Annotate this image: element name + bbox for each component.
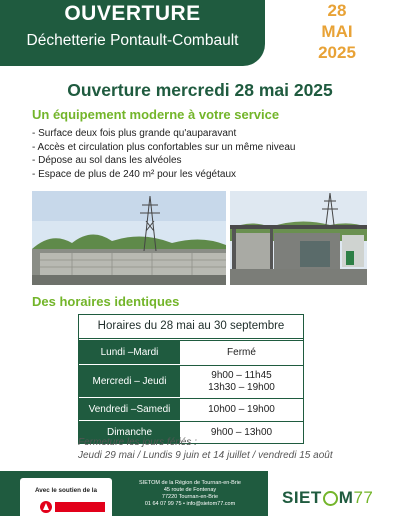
photo-sheltered-area: [230, 191, 367, 285]
sietom77-logo: [282, 488, 373, 508]
photo-concrete-walls: [32, 191, 226, 285]
recycle-ring-icon: [323, 491, 338, 506]
feature-item: - Surface deux fois plus grande qu'auparavant: [32, 128, 237, 139]
hours-time-line: 13h30 – 19h00: [208, 381, 275, 393]
holiday-closure-note: [78, 437, 333, 462]
hours-time-line: 9h00 – 13h00: [210, 426, 273, 438]
hours-row: [79, 397, 303, 420]
feature-item: - Dépose au sol dans les alvéoles: [32, 155, 182, 166]
hours-title: Des horaires identiques: [32, 294, 180, 309]
holiday-closure-title: Fermeture les jours fériés :: [78, 437, 197, 448]
hours-day: Lundi –Mardi: [79, 340, 180, 364]
feature-item: - Espace de plus de 240 m² pour les végétaux: [32, 168, 237, 180]
support-label: Avec le soutien de la: [34, 487, 98, 494]
region-ile-de-france-logo: [38, 499, 108, 515]
hours-time: [180, 398, 303, 420]
hours-row: [79, 364, 303, 397]
hours-time: [180, 365, 303, 397]
hours-day: Mercredi – Jeudi: [79, 365, 180, 397]
address-line: 01 64 07 99 75 • info@sietom77.com: [144, 501, 236, 507]
brand-number: 77: [353, 488, 374, 507]
features-title: Un équipement moderne à votre service: [32, 107, 280, 122]
hours-time-line: 9h00 – 11h45: [211, 369, 272, 381]
hours-time: [180, 340, 303, 364]
date-day: 28: [327, 1, 347, 20]
hours-row: [79, 339, 303, 364]
date-month: MAI: [321, 22, 353, 41]
hours-day: Vendredi –Samedi: [79, 398, 180, 420]
hours-time-line: Fermé: [227, 346, 256, 358]
hours-day: Dimanche: [79, 421, 180, 443]
features-list: [32, 127, 295, 181]
brand-text: SIET: [282, 488, 322, 507]
hours-table: [78, 314, 304, 444]
banner-title: OUVERTURE: [64, 2, 201, 25]
hours-table-header: Horaires du 28 mai au 30 septembre: [79, 315, 303, 339]
address-line: SIETOM de la Région de Tournan-en-Brie: [139, 480, 241, 486]
hours-time-line: 10h00 – 19h00: [208, 403, 275, 415]
title-banner: [0, 0, 265, 66]
address-line: 77220 Tournan-en-Brie: [161, 494, 219, 500]
date-year: 2025: [318, 43, 356, 62]
holiday-closure-days: Jeudi 29 mai / Lundis 9 juin et 14 juillet / vendredi 15 août: [78, 449, 333, 461]
brand-text: M: [338, 488, 354, 507]
banner-subtitle: Déchetterie Pontault-Combault: [26, 32, 239, 49]
headline: Ouverture mercredi 28 mai 2025: [67, 80, 333, 100]
opening-date: [282, 0, 392, 63]
feature-item: - Accès et circulation plus confortables sur un même niveau: [32, 141, 296, 153]
contact-address: [130, 480, 250, 508]
address-line: 45 route de Fontenay: [163, 487, 217, 493]
